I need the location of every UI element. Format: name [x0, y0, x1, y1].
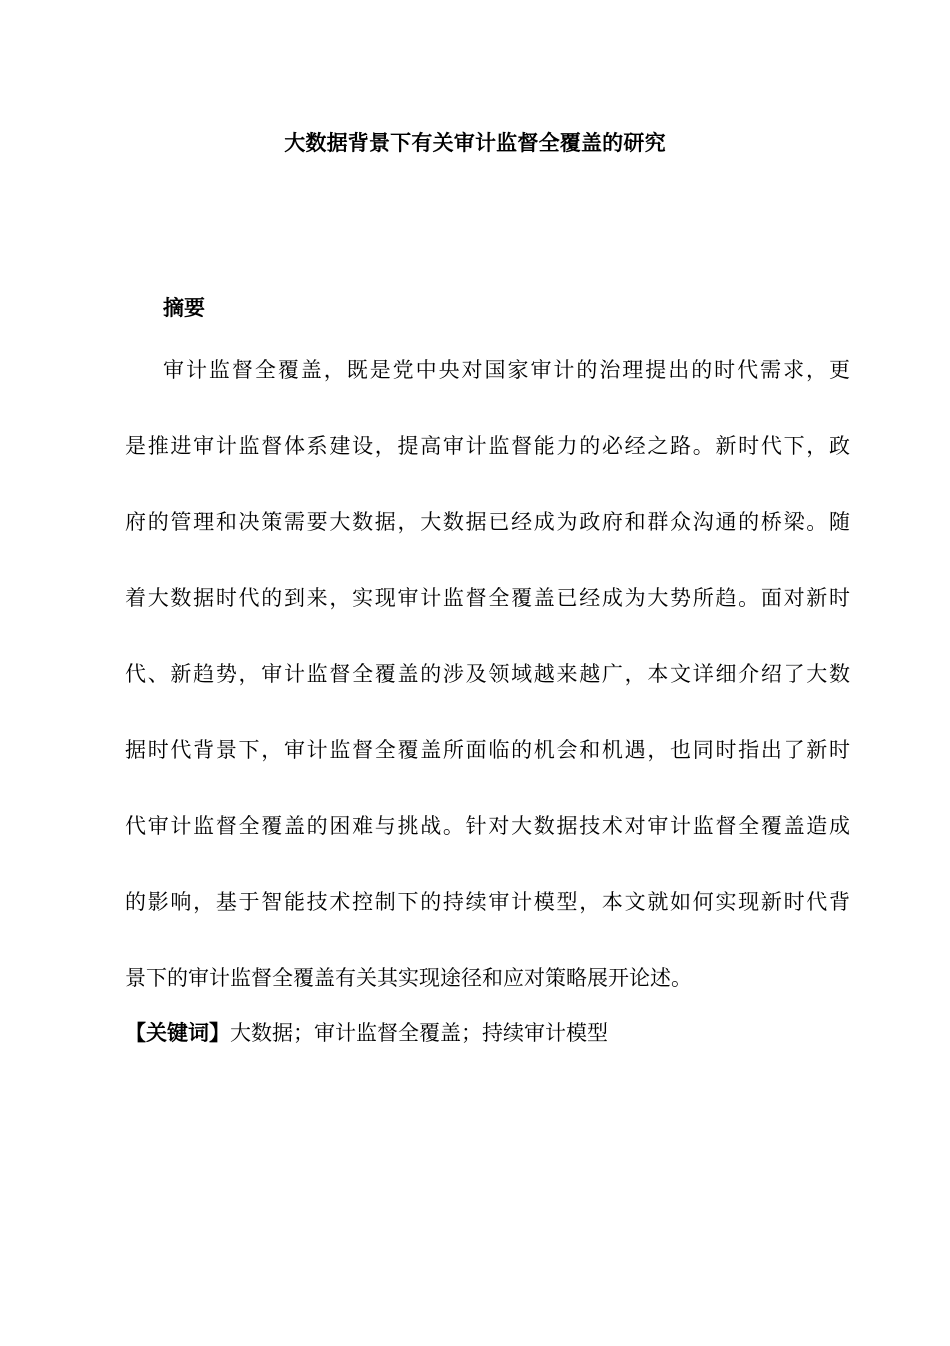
abstract-line: 据时代背景下，审计监督全覆盖所面临的机会和机遇，也同时指出了新时 — [125, 738, 850, 762]
keywords-label: 【关键词】 — [125, 1021, 230, 1045]
abstract-line: 代、新趋势，审计监督全覆盖的涉及领域越来越广，本文详细介绍了大数 — [125, 662, 850, 686]
abstract-line: 是推进审计监督体系建设，提高审计监督能力的必经之路。新时代下，政 — [125, 434, 850, 458]
abstract-line: 着大数据时代的到来，实现审计监督全覆盖已经成为大势所趋。面对新时 — [125, 586, 850, 610]
keywords-text: 大数据；审计监督全覆盖；持续审计模型 — [230, 1021, 608, 1045]
abstract-heading: 摘要 — [163, 296, 205, 320]
abstract-line: 代审计监督全覆盖的困难与挑战。针对大数据技术对审计监督全覆盖造成 — [125, 814, 850, 838]
document-title: 大数据背景下有关审计监督全覆盖的研究 — [284, 131, 666, 155]
abstract-line: 的影响，基于智能技术控制下的持续审计模型，本文就如何实现新时代背 — [125, 890, 850, 914]
abstract-body — [125, 355, 850, 1039]
abstract-line: 审计监督全覆盖，既是党中央对国家审计的治理提出的时代需求，更 — [163, 358, 850, 382]
abstract-line: 府的管理和决策需要大数据，大数据已经成为政府和群众沟通的桥梁。随 — [125, 510, 850, 534]
abstract-line: 景下的审计监督全覆盖有关其实现途径和应对策略展开论述。 — [125, 966, 692, 990]
keywords-line — [125, 1018, 608, 1048]
